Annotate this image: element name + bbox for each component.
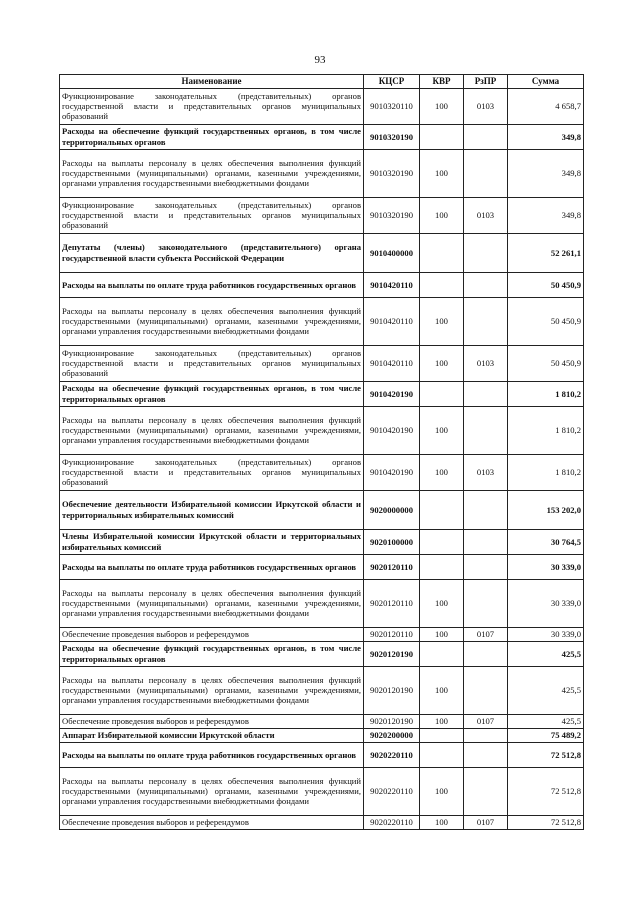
cell-kcsr: 9020120190	[364, 641, 420, 666]
cell-sum: 50 450,9	[508, 345, 584, 381]
cell-name: Расходы на обеспечение функций государственных органов, в том числе территориальных органов	[60, 641, 364, 666]
cell-kvr: 100	[420, 579, 464, 627]
table-row	[60, 272, 584, 297]
cell-kcsr: 9010420190	[364, 406, 420, 454]
cell-rzpr	[464, 554, 508, 579]
cell-kcsr: 9010320190	[364, 197, 420, 233]
cell-sum: 1 810,2	[508, 381, 584, 406]
cell-rzpr: 0107	[464, 627, 508, 641]
cell-name: Расходы на выплаты персоналу в целях обеспечения выполнения функций государственными (муниципальными) органами, казенными учреждениями, органами управления государственными внебюджетными фондами	[60, 666, 364, 714]
cell-kvr: 100	[420, 454, 464, 490]
table-row	[60, 742, 584, 767]
header-kvr: КВР	[420, 75, 464, 89]
cell-rzpr: 0107	[464, 714, 508, 728]
cell-sum: 72 512,8	[508, 742, 584, 767]
cell-kvr: 100	[420, 88, 464, 124]
header-name: Наименование	[60, 75, 364, 89]
cell-name: Расходы на обеспечение функций государственных органов, в том числе территориальных органов	[60, 381, 364, 406]
cell-sum: 349,8	[508, 197, 584, 233]
table-body	[60, 88, 584, 829]
cell-kcsr: 9020000000	[364, 490, 420, 529]
cell-kvr	[420, 742, 464, 767]
cell-name: Расходы на выплаты персоналу в целях обеспечения выполнения функций государственными (муниципальными) органами, казенными учреждениями, органами управления государственными внебюджетными фондами	[60, 579, 364, 627]
cell-rzpr	[464, 381, 508, 406]
cell-kcsr: 9010420110	[364, 272, 420, 297]
cell-rzpr: 0103	[464, 345, 508, 381]
cell-kcsr: 9020220110	[364, 767, 420, 815]
cell-sum: 30 339,0	[508, 627, 584, 641]
cell-rzpr	[464, 579, 508, 627]
cell-kcsr: 9020120110	[364, 554, 420, 579]
table-row	[60, 406, 584, 454]
cell-name: Обеспечение проведения выборов и референдумов	[60, 714, 364, 728]
header-rzpr: РзПР	[464, 75, 508, 89]
cell-name: Обеспечение проведения выборов и референдумов	[60, 627, 364, 641]
cell-kvr: 100	[420, 714, 464, 728]
table-row	[60, 381, 584, 406]
cell-sum: 52 261,1	[508, 233, 584, 272]
cell-kvr	[420, 554, 464, 579]
cell-sum: 349,8	[508, 124, 584, 149]
cell-kvr	[420, 529, 464, 554]
cell-name: Депутаты (члены) законодательного (представительного) органа государственной власти субъекта Российской Федерации	[60, 233, 364, 272]
cell-kcsr: 9020100000	[364, 529, 420, 554]
cell-kcsr: 9010320110	[364, 88, 420, 124]
cell-name: Аппарат Избирательной комиссии Иркутской области	[60, 728, 364, 742]
cell-name: Расходы на выплаты по оплате труда работников государственных органов	[60, 272, 364, 297]
table-row	[60, 88, 584, 124]
cell-kvr: 100	[420, 767, 464, 815]
cell-sum: 349,8	[508, 149, 584, 197]
cell-name: Функционирование законодательных (представительных) органов государственной власти и представительных органов муниципальных образований	[60, 345, 364, 381]
cell-kcsr: 9010400000	[364, 233, 420, 272]
table-row	[60, 579, 584, 627]
cell-rzpr	[464, 149, 508, 197]
cell-rzpr	[464, 742, 508, 767]
cell-rzpr	[464, 728, 508, 742]
cell-sum: 153 202,0	[508, 490, 584, 529]
cell-rzpr: 0107	[464, 815, 508, 829]
cell-rzpr	[464, 641, 508, 666]
cell-kvr	[420, 641, 464, 666]
cell-kcsr: 9010420190	[364, 454, 420, 490]
cell-name: Расходы на выплаты персоналу в целях обеспечения выполнения функций государственными (муниципальными) органами, казенными учреждениями, органами управления государственными внебюджетными фондами	[60, 297, 364, 345]
cell-kvr: 100	[420, 666, 464, 714]
cell-rzpr	[464, 272, 508, 297]
cell-name: Расходы на выплаты персоналу в целях обеспечения выполнения функций государственными (муниципальными) органами, казенными учреждениями, органами управления государственными внебюджетными фондами	[60, 149, 364, 197]
header-kcsr: КЦСР	[364, 75, 420, 89]
cell-sum: 425,5	[508, 641, 584, 666]
cell-rzpr: 0103	[464, 454, 508, 490]
cell-name: Расходы на выплаты персоналу в целях обеспечения выполнения функций государственными (муниципальными) органами, казенными учреждениями, органами управления государственными внебюджетными фондами	[60, 406, 364, 454]
cell-kvr	[420, 728, 464, 742]
cell-rzpr	[464, 233, 508, 272]
table-row	[60, 529, 584, 554]
cell-sum: 1 810,2	[508, 406, 584, 454]
cell-kvr: 100	[420, 297, 464, 345]
cell-kvr: 100	[420, 627, 464, 641]
cell-sum: 72 512,8	[508, 767, 584, 815]
cell-kcsr: 9010420190	[364, 381, 420, 406]
table-row	[60, 149, 584, 197]
cell-name: Расходы на выплаты по оплате труда работников государственных органов	[60, 742, 364, 767]
cell-kvr: 100	[420, 197, 464, 233]
cell-kvr	[420, 233, 464, 272]
cell-kvr	[420, 124, 464, 149]
cell-rzpr	[464, 666, 508, 714]
cell-name: Члены Избирательной комиссии Иркутской области и территориальных избирательных комиссий	[60, 529, 364, 554]
cell-rzpr	[464, 124, 508, 149]
cell-kvr: 100	[420, 815, 464, 829]
table-row	[60, 197, 584, 233]
table-row	[60, 641, 584, 666]
cell-sum: 1 810,2	[508, 454, 584, 490]
cell-rzpr	[464, 297, 508, 345]
cell-kvr	[420, 381, 464, 406]
cell-sum: 425,5	[508, 714, 584, 728]
cell-kcsr: 9020200000	[364, 728, 420, 742]
cell-name: Обеспечение деятельности Избирательной комиссии Иркутской области и территориальных избирательных комиссий	[60, 490, 364, 529]
cell-kcsr: 9010420110	[364, 345, 420, 381]
cell-name: Функционирование законодательных (представительных) органов государственной власти и представительных органов муниципальных образований	[60, 88, 364, 124]
cell-rzpr	[464, 529, 508, 554]
cell-sum: 30 339,0	[508, 579, 584, 627]
cell-sum: 4 658,7	[508, 88, 584, 124]
cell-rzpr: 0103	[464, 197, 508, 233]
cell-kcsr: 9020120110	[364, 627, 420, 641]
cell-kvr: 100	[420, 406, 464, 454]
table-row	[60, 714, 584, 728]
cell-rzpr	[464, 767, 508, 815]
cell-sum: 50 450,9	[508, 272, 584, 297]
cell-name: Функционирование законодательных (представительных) органов государственной власти и представительных органов муниципальных образований	[60, 454, 364, 490]
cell-kvr: 100	[420, 149, 464, 197]
cell-kvr: 100	[420, 345, 464, 381]
table-header-row	[60, 75, 584, 89]
table-row	[60, 554, 584, 579]
table-row	[60, 728, 584, 742]
cell-name: Расходы на обеспечение функций государственных органов, в том числе территориальных органов	[60, 124, 364, 149]
budget-table	[59, 74, 584, 830]
cell-kcsr: 9020220110	[364, 742, 420, 767]
cell-sum: 30 764,5	[508, 529, 584, 554]
cell-rzpr	[464, 490, 508, 529]
cell-kvr	[420, 490, 464, 529]
cell-sum: 30 339,0	[508, 554, 584, 579]
table-row	[60, 297, 584, 345]
cell-rzpr: 0103	[464, 88, 508, 124]
table-row	[60, 124, 584, 149]
cell-kcsr: 9010320190	[364, 124, 420, 149]
table-row	[60, 233, 584, 272]
header-sum: Сумма	[508, 75, 584, 89]
cell-kcsr: 9010320190	[364, 149, 420, 197]
cell-name: Функционирование законодательных (представительных) органов государственной власти и представительных органов муниципальных образований	[60, 197, 364, 233]
cell-kcsr: 9020120110	[364, 579, 420, 627]
cell-kcsr: 9020120190	[364, 714, 420, 728]
table-row	[60, 454, 584, 490]
table-row	[60, 666, 584, 714]
cell-sum: 75 489,2	[508, 728, 584, 742]
cell-kvr	[420, 272, 464, 297]
table-row	[60, 345, 584, 381]
cell-sum: 72 512,8	[508, 815, 584, 829]
cell-name: Расходы на выплаты по оплате труда работников государственных органов	[60, 554, 364, 579]
cell-name: Расходы на выплаты персоналу в целях обеспечения выполнения функций государственными (муниципальными) органами, казенными учреждениями, органами управления государственными внебюджетными фондами	[60, 767, 364, 815]
cell-sum: 425,5	[508, 666, 584, 714]
table-row	[60, 767, 584, 815]
cell-name: Обеспечение проведения выборов и референдумов	[60, 815, 364, 829]
cell-kcsr: 9010420110	[364, 297, 420, 345]
cell-rzpr	[464, 406, 508, 454]
page-number: 93	[314, 54, 326, 66]
cell-sum: 50 450,9	[508, 297, 584, 345]
cell-kcsr: 9020120190	[364, 666, 420, 714]
table-row	[60, 627, 584, 641]
cell-kcsr: 9020220110	[364, 815, 420, 829]
table-row	[60, 815, 584, 829]
table-row	[60, 490, 584, 529]
